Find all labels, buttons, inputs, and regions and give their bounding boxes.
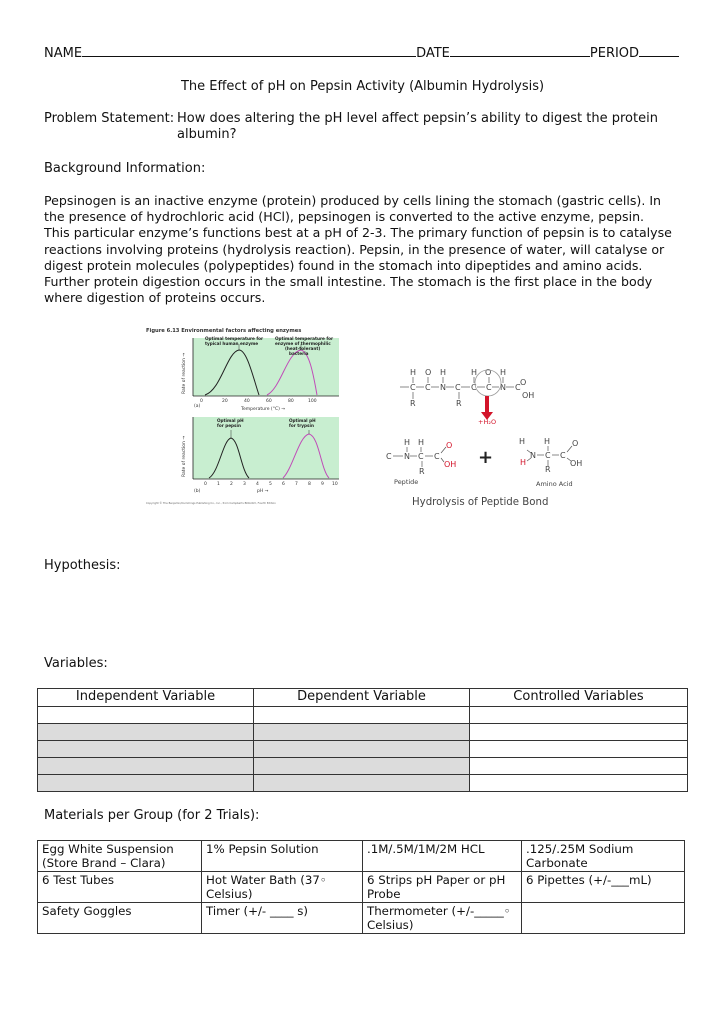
enzyme-factors-figure bbox=[143, 322, 343, 510]
tick: 5 bbox=[269, 482, 272, 487]
date-label: DATE bbox=[416, 46, 450, 61]
period-blank[interactable] bbox=[639, 44, 679, 57]
bottom-panel-ylabel: Rate of reaction → bbox=[182, 435, 187, 477]
atom-c: C bbox=[455, 383, 461, 392]
table-cell: 6 Pipettes (+/-___mL) bbox=[522, 872, 685, 903]
top-curve2-label-3: (heat-tolerant) bbox=[285, 346, 321, 351]
atom-c: C bbox=[418, 452, 424, 461]
atom-n: N bbox=[440, 383, 446, 392]
table-cell: Safety Goggles bbox=[38, 903, 202, 934]
water-label: +H₂O bbox=[478, 418, 497, 426]
amino-acid-label: Amino Acid bbox=[536, 480, 573, 488]
atom-h: H bbox=[404, 438, 411, 447]
atom-o: O bbox=[485, 368, 492, 377]
atom-o: O bbox=[446, 441, 453, 450]
atom-h: H bbox=[520, 458, 527, 467]
tick: 6 bbox=[282, 482, 285, 487]
bottom-curve2-label-2: for trypsin bbox=[289, 423, 314, 428]
table-cell[interactable] bbox=[470, 724, 688, 741]
atom-h: H bbox=[440, 368, 447, 377]
atom-oh: OH bbox=[570, 459, 583, 468]
column-header-controlled: Controlled Variables bbox=[470, 689, 688, 707]
atom-r: R bbox=[456, 399, 462, 408]
bottom-curve1-label: Optimal pH bbox=[217, 418, 244, 423]
tick: 20 bbox=[222, 399, 228, 404]
top-panel-label: (a) bbox=[194, 404, 201, 409]
tick: 1 bbox=[217, 482, 220, 487]
table-row bbox=[38, 741, 688, 758]
atom-n: N bbox=[500, 383, 506, 392]
table-cell[interactable] bbox=[470, 741, 688, 758]
tick: 10 bbox=[332, 482, 338, 487]
top-curve2-label-4: bacteria bbox=[289, 351, 309, 356]
table-cell[interactable] bbox=[470, 707, 688, 724]
materials-heading: Materials per Group (for 2 Trials): bbox=[44, 808, 260, 823]
hypothesis-heading: Hypothesis: bbox=[44, 558, 121, 573]
table-row bbox=[38, 758, 688, 775]
peptide-label: Peptide bbox=[394, 478, 419, 486]
bottom-curve2-label: Optimal pH bbox=[289, 418, 316, 423]
atom-o: O bbox=[425, 368, 432, 377]
figure-copyright: Copyright © The Benjamin/Cummings Publishing Co., Inc., from Campbell's BIOLOGY, Fourth Edition bbox=[146, 502, 276, 505]
tick: 8 bbox=[308, 482, 311, 487]
table-cell[interactable] bbox=[38, 775, 254, 792]
background-line: where digestion of proteins occurs. bbox=[44, 290, 266, 306]
tick: 9 bbox=[321, 482, 324, 487]
table-cell[interactable] bbox=[470, 758, 688, 775]
header-line bbox=[44, 44, 679, 61]
materials-table bbox=[37, 840, 685, 934]
table-cell: 1% Pepsin Solution bbox=[202, 841, 363, 872]
atom-c: C bbox=[425, 383, 431, 392]
table-cell: 6 Test Tubes bbox=[38, 872, 202, 903]
plus-sign: + bbox=[478, 447, 494, 468]
atom-c: C bbox=[434, 452, 440, 461]
bottom-panel-xlabel: pH → bbox=[257, 489, 269, 494]
background-line: Pepsinogen is an inactive enzyme (protein) produced by cells lining the stomach (gastric cells). In bbox=[44, 193, 662, 208]
table-cell: Timer (+/- ____ s) bbox=[202, 903, 363, 934]
background-heading: Background Information: bbox=[44, 161, 206, 176]
atom-c: C bbox=[471, 383, 477, 392]
table-cell[interactable] bbox=[38, 724, 254, 741]
table-cell[interactable] bbox=[254, 724, 470, 741]
atom-oh: OH bbox=[522, 391, 535, 400]
table-cell[interactable] bbox=[254, 741, 470, 758]
variables-heading: Variables: bbox=[44, 656, 108, 671]
atom-c: C bbox=[386, 452, 392, 461]
column-header-independent: Independent Variable bbox=[38, 689, 254, 707]
table-header-row bbox=[38, 689, 688, 707]
atom-h: H bbox=[519, 437, 526, 446]
atom-h: H bbox=[500, 368, 507, 377]
tick: 2 bbox=[230, 482, 233, 487]
atom-c: C bbox=[560, 451, 566, 460]
background-line: This particular enzyme’s functions best at a pH of 2-3. The primary function of pepsin is to catalyse bbox=[44, 225, 672, 241]
atom-n: N bbox=[530, 451, 536, 460]
atom-c: C bbox=[545, 451, 551, 460]
atom-o: O bbox=[520, 378, 527, 387]
table-row bbox=[38, 707, 688, 724]
table-row bbox=[38, 724, 688, 741]
reaction-arrow bbox=[481, 396, 493, 420]
bottom-curve1-label-2: for pepsin bbox=[217, 423, 241, 428]
tick: 100 bbox=[308, 399, 317, 404]
problem-statement-line2: albumin? bbox=[177, 127, 237, 142]
tick: 4 bbox=[256, 482, 259, 487]
column-header-dependent: Dependent Variable bbox=[254, 689, 470, 707]
table-row bbox=[38, 903, 685, 934]
background-paragraph bbox=[44, 193, 672, 306]
tick: 80 bbox=[288, 399, 294, 404]
top-curve1-label-2: typical human enzyme bbox=[205, 341, 259, 346]
table-cell[interactable] bbox=[254, 758, 470, 775]
peptide-hydrolysis-diagram bbox=[382, 358, 594, 516]
name-blank[interactable] bbox=[82, 44, 416, 57]
figure-caption: Figure 6.13 Environmental factors affecting enzymes bbox=[146, 328, 302, 334]
table-cell[interactable] bbox=[254, 775, 470, 792]
atom-o: O bbox=[572, 439, 579, 448]
bottom-panel-label: (b) bbox=[194, 489, 201, 494]
atom-oh: OH bbox=[444, 460, 457, 469]
atom-r: R bbox=[545, 465, 551, 474]
atom-c: C bbox=[515, 383, 521, 392]
atom-h: H bbox=[544, 437, 551, 446]
background-line: the presence of hydrochloric acid (HCl), pepsinogen is converted to the active enzyme, pepsin. bbox=[44, 209, 645, 225]
top-curve1-label: Optimal temperature for bbox=[205, 336, 264, 341]
table-cell: 6 Strips pH Paper or pH Probe bbox=[363, 872, 522, 903]
name-label: NAME bbox=[44, 46, 83, 61]
table-cell: Egg White Suspension (Store Brand – Clara) bbox=[38, 841, 202, 872]
atom-h: H bbox=[410, 368, 417, 377]
problem-statement-label: Problem Statement: bbox=[44, 111, 175, 126]
atom-n: N bbox=[404, 452, 410, 461]
table-row bbox=[38, 775, 688, 792]
tick: 7 bbox=[295, 482, 298, 487]
top-panel-xlabel: Temperature (°C) → bbox=[241, 407, 286, 412]
table-cell bbox=[522, 903, 685, 934]
table-cell[interactable] bbox=[38, 707, 254, 724]
table-cell[interactable] bbox=[38, 758, 254, 775]
table-cell: .1M/.5M/1M/2M HCL bbox=[363, 841, 522, 872]
table-row bbox=[38, 872, 685, 903]
atom-c: C bbox=[410, 383, 416, 392]
tick: 60 bbox=[266, 399, 272, 404]
table-cell: Hot Water Bath (37◦ Celsius) bbox=[202, 872, 363, 903]
background-line: reactions involving proteins (hydrolysis reaction). Pepsin, in the presence of water, will catalyse or bbox=[44, 241, 665, 257]
variables-table bbox=[37, 688, 688, 792]
atom-r: R bbox=[410, 399, 416, 408]
atom-r: R bbox=[419, 467, 425, 476]
hydrolysis-caption: Hydrolysis of Peptide Bond bbox=[412, 497, 549, 508]
atom-h: H bbox=[418, 438, 425, 447]
atom-c: C bbox=[486, 383, 492, 392]
tick: 0 bbox=[204, 482, 207, 487]
table-row bbox=[38, 841, 685, 872]
page-title: The Effect of pH on Pepsin Activity (Albumin Hydrolysis) bbox=[180, 79, 545, 94]
background-line: digest protein molecules (polypeptides) found in the stomach into dipeptides and amino acids. bbox=[44, 257, 643, 273]
top-panel-ylabel: Rate of reaction → bbox=[182, 352, 187, 394]
table-cell[interactable] bbox=[254, 707, 470, 724]
top-curve2-label-2: enzyme of thermophilic bbox=[275, 341, 331, 346]
tick: 0 bbox=[200, 399, 203, 404]
date-blank[interactable] bbox=[450, 44, 590, 57]
top-curve2-label: Optimal temperature for bbox=[275, 336, 334, 341]
atom-h: H bbox=[471, 368, 478, 377]
tick: 40 bbox=[244, 399, 250, 404]
background-line: Further protein digestion occurs in the small intestine. The stomach is the first place in the body bbox=[44, 274, 653, 290]
tick: 3 bbox=[243, 482, 246, 487]
problem-statement-line1: How does altering the pH level affect pepsin’s ability to digest the protein bbox=[177, 111, 658, 126]
table-cell[interactable] bbox=[470, 775, 688, 792]
table-cell: Thermometer (+/-_____◦ Celsius) bbox=[363, 903, 522, 934]
period-label: PERIOD bbox=[589, 46, 640, 61]
table-cell[interactable] bbox=[38, 741, 254, 758]
table-cell: .125/.25M Sodium Carbonate bbox=[522, 841, 685, 872]
